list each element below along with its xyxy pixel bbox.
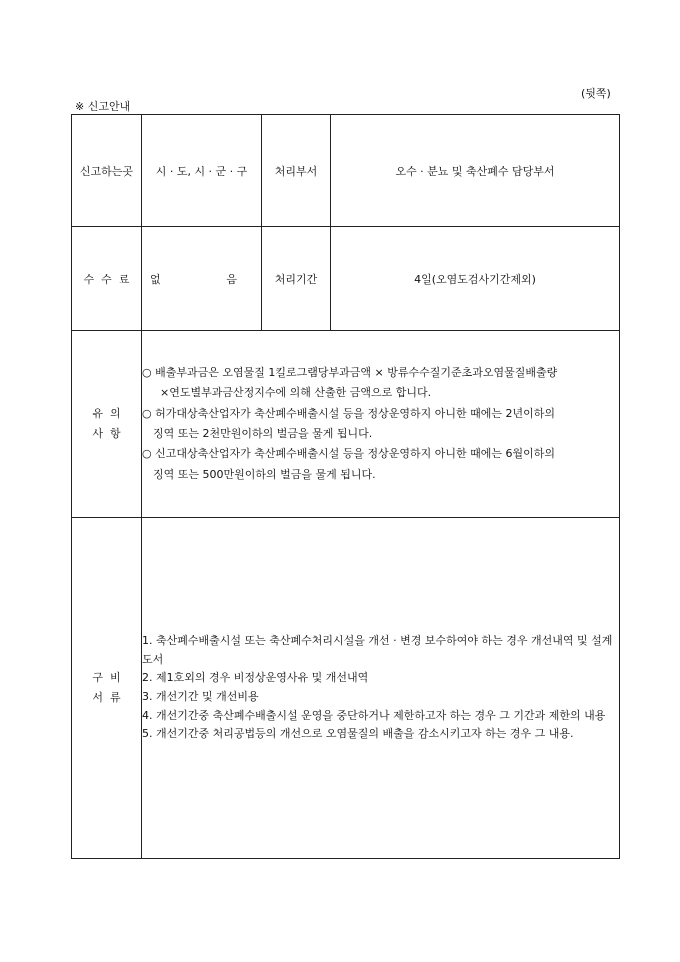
processing-dept-value: 오수 · 분뇨 및 축산폐수 담당부서	[331, 115, 620, 227]
documents-content	[142, 518, 620, 859]
fee-row	[72, 227, 620, 331]
processing-dept-label: 처리부서	[262, 115, 331, 227]
document-item: 5. 개선기간중 처리공법등의 개선으로 오염물질의 배출을 감소시키고자 하는 경우 그 내용.	[142, 727, 574, 741]
documents-label	[72, 518, 142, 859]
notes-content	[142, 331, 620, 518]
filing-place-row	[72, 115, 620, 227]
documents-row	[72, 518, 620, 859]
document-item: 3. 개선기간 및 개선비용	[142, 690, 259, 703]
notice-heading: ※ 신고안내	[75, 100, 131, 113]
filing-place-label: 신고하는곳	[72, 115, 142, 227]
notes-label	[72, 331, 142, 518]
note-line: 징역 또는 500만원이하의 벌금을 물게 됩니다.	[153, 467, 376, 481]
notes-row	[72, 331, 620, 518]
notes-label-line-1: 유 의	[92, 407, 121, 420]
fee-value	[142, 227, 262, 331]
documents-label-line-2: 서 류	[92, 691, 121, 704]
filing-place-value: 시 · 도, 시 · 군 · 구	[142, 115, 262, 227]
back-page-label: (뒷쪽)	[581, 87, 611, 100]
document-item: 1. 축산폐수배출시설 또는 축산폐수처리시설을 개선 · 변경 보수하여야 하는 경우 개선내역 및 설계도서	[142, 633, 613, 666]
documents-label-line-1: 구 비	[92, 671, 121, 684]
fee-value-left: 없	[150, 272, 161, 286]
processing-period-label: 처리기간	[262, 227, 331, 331]
guidance-table	[71, 114, 620, 859]
document-item: 4. 개선기간중 축산폐수배출시설 운영을 중단하거나 제한하고자 하는 경우 그 기간과 제한의 내용	[142, 708, 606, 722]
fee-label: 수 수 료	[72, 227, 142, 331]
note-line: ○ 배출부과금은 오염물질 1킬로그램당부과금액 × 방류수수질기준초과오염물질배출량	[142, 366, 558, 380]
note-line: ×연도별부과금산정지수에 의해 산출한 금액으로 합니다.	[160, 386, 432, 400]
document-item: 2. 제1호외의 경우 비정상운영사유 및 개선내역	[142, 671, 369, 685]
processing-period-value: 4일(오염도검사기간제외)	[331, 227, 620, 331]
note-line: ○ 허가대상축산업자가 축산폐수배출시설 등을 정상운영하지 아니한 때에는 2년이하의	[142, 406, 555, 420]
notes-label-line-2: 사 항	[92, 427, 121, 440]
fee-value-right: 음	[226, 272, 237, 286]
note-line: 징역 또는 2천만원이하의 벌금을 물게 됩니다.	[153, 427, 373, 440]
note-line: ○ 신고대상축산업자가 축산폐수배출시설 등을 정상운영하지 아니한 때에는 6월이하의	[142, 447, 555, 461]
